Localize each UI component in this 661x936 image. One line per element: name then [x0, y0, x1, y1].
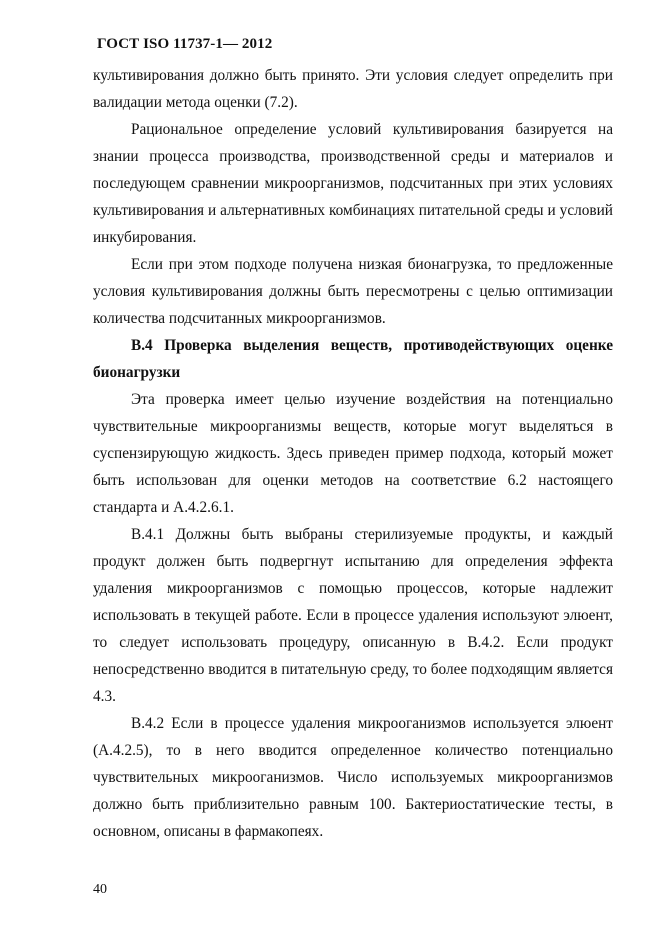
section-heading-b4: B.4 Проверка выделения веществ, противодействующих оценке бионагрузки	[93, 337, 613, 381]
paragraph-b4-2: B.4.2 Если в процессе удаления микрооганизмов используется элюент (А.4.2.5), то в него вводится определенное количество потенциально чувствительных микрооганизмов. Число используемых микроорганизмов должно быть приблизительно равным 100. Бактериостатические тесты, в основном, описаны в фармакопеях.	[93, 715, 613, 840]
page-number: 40	[93, 882, 107, 897]
document-body	[93, 62, 613, 845]
paragraph-b4-1: B.4.1 Должны быть выбраны стерилизуемые продукты, и каждый продукт должен быть подвергнут испытанию для определения эффекта удаления микроорганизмов с помощью процессов, которые надлежит использовать в текущей работе. Если в процессе удаления используют элюент, то следует использовать процедуру, описанную в В.4.2. Если продукт непосредственно вводится в питательную среду, то более подходящим является 4.3.	[93, 526, 613, 705]
paragraph-rational-determination: Рациональное определение условий культивирования базируется на знании процесса производства, производственной среды и материалов и последующем сравнении микроорганизмов, подсчитанных при этих условиях культивирования и альтернативных комбинациях питательной среды и условий инкубирования.	[93, 121, 613, 246]
paragraph-b4-purpose: Эта проверка имеет целью изучение воздействия на потенциально чувствительные микроорганизмы веществ, которые могут выделяться в суспензирующую жидкость. Здесь приведен пример подхода, который может быть использован для оценки методов на соответствие 6.2 настоящего стандарта и А.4.2.6.1.	[93, 391, 613, 516]
paragraph-low-bioburden: Если при этом подходе получена низкая бионагрузка, то предложенные условия культивирования должны быть пересмотрены с целью оптимизации количества подсчитанных микроорганизмов.	[93, 256, 613, 327]
paragraph-continuation: культивирования должно быть принято. Эти условия следует определить при валидации метода оценки (7.2).	[93, 67, 613, 111]
document-header: ГОСТ ISO 11737-1— 2012	[97, 36, 273, 52]
